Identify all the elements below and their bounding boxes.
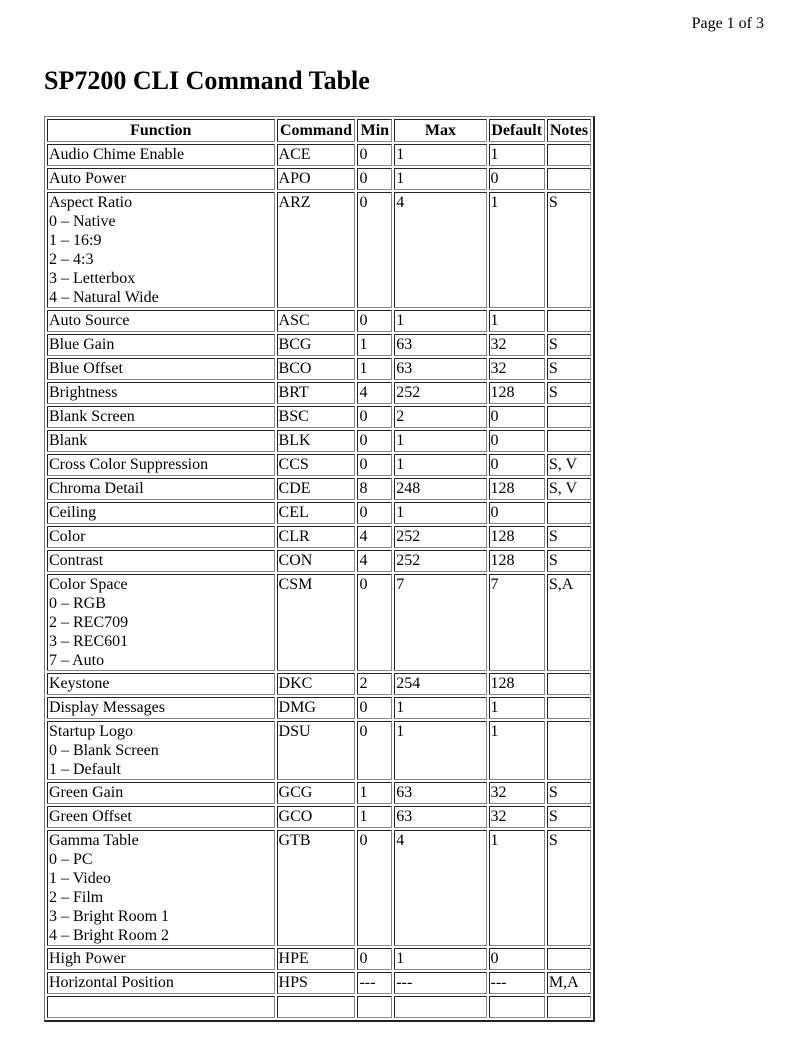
cell-default: 128 — [489, 550, 545, 572]
table-row — [47, 478, 591, 500]
header-notes: Notes — [547, 119, 591, 142]
cell-notes: S, V — [547, 478, 591, 500]
cell-function: Blank — [47, 430, 275, 452]
cell-default: 0 — [489, 948, 545, 970]
cell-function: Blue Offset — [47, 358, 275, 380]
cell-min: 0 — [357, 574, 392, 671]
cell-min: 0 — [357, 406, 392, 428]
cell-function: Color Space 0 – RGB 2 – REC709 3 – REC601 7 – Auto — [47, 574, 275, 671]
cell-default: 32 — [489, 806, 545, 828]
cell-min: 0 — [357, 721, 392, 780]
cell-min: 0 — [357, 144, 392, 166]
cell-min: 0 — [357, 454, 392, 476]
cell-default: 128 — [489, 673, 545, 695]
table-row — [47, 721, 591, 780]
cell-command: BRT — [277, 382, 356, 404]
cell-max: 252 — [394, 382, 486, 404]
cell-notes: S — [547, 358, 591, 380]
table-body — [47, 144, 591, 1018]
cell-default: 0 — [489, 502, 545, 524]
cell-notes — [547, 721, 591, 780]
cell-default: 1 — [489, 697, 545, 719]
cell-command: CON — [277, 550, 356, 572]
cell-function: Contrast — [47, 550, 275, 572]
table-container — [44, 116, 596, 1042]
cell-min: 1 — [357, 806, 392, 828]
cell-function: Brightness — [47, 382, 275, 404]
cell-command — [277, 996, 356, 1018]
table-row — [47, 806, 591, 828]
cell-command: CDE — [277, 478, 356, 500]
table-row — [47, 996, 591, 1018]
cell-function: Chroma Detail — [47, 478, 275, 500]
cell-function: Gamma Table 0 – PC 1 – Video 2 – Film 3 – Bright Room 1 4 – Bright Room 2 — [47, 830, 275, 946]
cell-max: 4 — [394, 830, 486, 946]
table-row — [47, 948, 591, 970]
cell-max: 252 — [394, 550, 486, 572]
cell-notes — [547, 948, 591, 970]
cell-command: DSU — [277, 721, 356, 780]
cell-max: 1 — [394, 430, 486, 452]
cell-command: CSM — [277, 574, 356, 671]
table-row — [47, 550, 591, 572]
cell-min: 0 — [357, 948, 392, 970]
cell-min: 0 — [357, 697, 392, 719]
table-row — [47, 502, 591, 524]
cell-default: 0 — [489, 454, 545, 476]
cell-max: 252 — [394, 526, 486, 548]
table-row — [47, 334, 591, 356]
cell-function: Audio Chime Enable — [47, 144, 275, 166]
cell-min — [357, 996, 392, 1018]
cell-min: --- — [357, 972, 392, 994]
cell-max: 63 — [394, 806, 486, 828]
cell-default: --- — [489, 972, 545, 994]
cell-notes: S — [547, 334, 591, 356]
cell-notes: S — [547, 526, 591, 548]
cell-max — [394, 996, 486, 1018]
cell-notes — [547, 673, 591, 695]
cell-default: 0 — [489, 430, 545, 452]
cell-function: High Power — [47, 948, 275, 970]
cell-command: DMG — [277, 697, 356, 719]
table-row — [47, 574, 591, 671]
cell-min: 2 — [357, 673, 392, 695]
cell-command: ASC — [277, 310, 356, 332]
cell-command: BCO — [277, 358, 356, 380]
cell-default: 7 — [489, 574, 545, 671]
cell-min: 1 — [357, 334, 392, 356]
cell-max: 1 — [394, 721, 486, 780]
cell-max: 7 — [394, 574, 486, 671]
cell-notes — [547, 144, 591, 166]
table-row — [47, 526, 591, 548]
header-function: Function — [47, 119, 275, 142]
cell-function: Display Messages — [47, 697, 275, 719]
table-row — [47, 310, 591, 332]
cell-function — [47, 996, 275, 1018]
cell-function: Auto Source — [47, 310, 275, 332]
cell-max: 254 — [394, 673, 486, 695]
cell-command: ARZ — [277, 192, 356, 308]
command-table — [44, 116, 595, 1022]
cell-default: 1 — [489, 830, 545, 946]
cell-default: 1 — [489, 721, 545, 780]
cell-max: 1 — [394, 454, 486, 476]
cell-command: BSC — [277, 406, 356, 428]
table-row — [47, 192, 591, 308]
cell-min: 1 — [357, 358, 392, 380]
cell-command: CCS — [277, 454, 356, 476]
header-max: Max — [394, 119, 486, 142]
cell-function: Keystone — [47, 673, 275, 695]
cell-command: GTB — [277, 830, 356, 946]
cell-function: Green Gain — [47, 782, 275, 804]
table-row — [47, 382, 591, 404]
cell-notes — [547, 406, 591, 428]
cell-command: CLR — [277, 526, 356, 548]
header-command: Command — [277, 119, 356, 142]
cell-max: 1 — [394, 697, 486, 719]
cell-command: HPS — [277, 972, 356, 994]
page-title: SP7200 CLI Command Table — [44, 66, 370, 95]
cell-max: 2 — [394, 406, 486, 428]
cell-notes: S, V — [547, 454, 591, 476]
cell-default: 32 — [489, 358, 545, 380]
cell-notes: S — [547, 830, 591, 946]
cell-min: 4 — [357, 550, 392, 572]
cell-command: HPE — [277, 948, 356, 970]
cell-max: 1 — [394, 502, 486, 524]
cell-command: APO — [277, 168, 356, 190]
cell-max: 1 — [394, 948, 486, 970]
cell-command: BLK — [277, 430, 356, 452]
cell-default: 1 — [489, 310, 545, 332]
cell-max: 1 — [394, 168, 486, 190]
cell-notes: S,A — [547, 574, 591, 671]
table-row — [47, 972, 591, 994]
cell-notes — [547, 697, 591, 719]
cell-notes: S — [547, 550, 591, 572]
header-row — [47, 119, 591, 142]
cell-notes: M,A — [547, 972, 591, 994]
cell-notes — [547, 430, 591, 452]
cell-command: GCG — [277, 782, 356, 804]
cell-function: Blue Gain — [47, 334, 275, 356]
cell-max: 1 — [394, 144, 486, 166]
cell-default: 128 — [489, 382, 545, 404]
cell-notes: S — [547, 192, 591, 308]
cell-function: Cross Color Suppression — [47, 454, 275, 476]
cell-notes — [547, 310, 591, 332]
cell-function: Aspect Ratio 0 – Native 1 – 16:9 2 – 4:3 3 – Letterbox 4 – Natural Wide — [47, 192, 275, 308]
cell-min: 8 — [357, 478, 392, 500]
table-row — [47, 406, 591, 428]
table-row — [47, 430, 591, 452]
cell-function: Green Offset — [47, 806, 275, 828]
cell-function: Blank Screen — [47, 406, 275, 428]
table-row — [47, 782, 591, 804]
page-number: Page 1 of 3 — [691, 15, 764, 32]
cell-max: 63 — [394, 782, 486, 804]
cell-default: 32 — [489, 334, 545, 356]
cell-default: 32 — [489, 782, 545, 804]
cell-notes: S — [547, 782, 591, 804]
cell-command: ACE — [277, 144, 356, 166]
cell-min: 0 — [357, 192, 392, 308]
cell-function: Startup Logo 0 – Blank Screen 1 – Default — [47, 721, 275, 780]
cell-command: GCO — [277, 806, 356, 828]
cell-default: 1 — [489, 192, 545, 308]
table-row — [47, 830, 591, 946]
cell-min: 0 — [357, 310, 392, 332]
cell-max: 63 — [394, 358, 486, 380]
cell-notes — [547, 168, 591, 190]
cell-notes: S — [547, 382, 591, 404]
cell-command: CEL — [277, 502, 356, 524]
cell-notes — [547, 996, 591, 1018]
table-row — [47, 673, 591, 695]
cell-command: BCG — [277, 334, 356, 356]
cell-function: Color — [47, 526, 275, 548]
cell-max: --- — [394, 972, 486, 994]
cell-command: DKC — [277, 673, 356, 695]
cell-function: Horizontal Position — [47, 972, 275, 994]
table-row — [47, 144, 591, 166]
cell-notes: S — [547, 806, 591, 828]
cell-max: 63 — [394, 334, 486, 356]
cell-notes — [547, 502, 591, 524]
cell-default: 128 — [489, 478, 545, 500]
header-min: Min — [357, 119, 392, 142]
cell-default: 0 — [489, 168, 545, 190]
cell-max: 1 — [394, 310, 486, 332]
cell-max: 248 — [394, 478, 486, 500]
cell-max: 4 — [394, 192, 486, 308]
cell-min: 0 — [357, 430, 392, 452]
cell-function: Auto Power — [47, 168, 275, 190]
cell-min: 1 — [357, 782, 392, 804]
cell-min: 0 — [357, 830, 392, 946]
cell-min: 0 — [357, 502, 392, 524]
header-default: Default — [489, 119, 545, 142]
cell-function: Ceiling — [47, 502, 275, 524]
table-row — [47, 454, 591, 476]
cell-default: 128 — [489, 526, 545, 548]
table-row — [47, 168, 591, 190]
table-row — [47, 358, 591, 380]
cell-default: 1 — [489, 144, 545, 166]
cell-default — [489, 996, 545, 1018]
table-row — [47, 697, 591, 719]
cell-min: 0 — [357, 168, 392, 190]
cell-min: 4 — [357, 382, 392, 404]
cell-default: 0 — [489, 406, 545, 428]
cell-min: 4 — [357, 526, 392, 548]
